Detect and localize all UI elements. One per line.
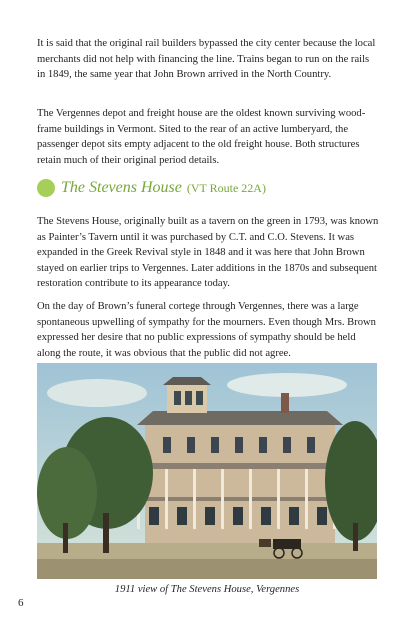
stevens-house-photo [37, 363, 377, 579]
green-bullet-icon [37, 179, 55, 197]
stevens-house-illustration [37, 363, 377, 579]
photo-caption: 1911 view of The Stevens House, Vergennes [114, 584, 300, 595]
section-title: The Stevens House [61, 179, 182, 196]
section-subtitle: (VT Route 22A) [186, 180, 266, 195]
page-number: 6 [18, 597, 24, 609]
section-heading [37, 177, 379, 199]
paragraph-stevens-house: The Stevens House, originally built as a tavern on the green in 1793, was known as Painter’s Tavern until it was purchased by C.T. and C.O. Stevens. It was expanded in the Greek Revival style in 1848 and it was here that John Brown stayed on earlier trips to Vergennes. Later additions in the 1870s and subsequent restoration contribute to its appearance today. [37, 216, 379, 290]
paragraph-rail-history: It is said that the original rail builders bypassed the city center because the local merchants did not help with financing the line. Trains began to run on the rails in 1849, the same year that John Brown arrived in the North Country. [37, 38, 376, 81]
paragraph-depot: The Vergennes depot and freight house are the oldest known surviving wood-frame buildings in Vermont. Sited to the rear of an active lumberyard, the passenger depot sits empty adjacent to the old freight house. Both structures retain much of their original period details. [37, 108, 366, 166]
paragraph-funeral: On the day of Brown’s funeral cortege through Vergennes, there was a large spontaneous upwelling of sympathy for the mourners. Even though Mrs. Brown expressed her desire that no public expressions of sympathy should be held along the route, it was obvious that the public did not agree. [37, 301, 376, 359]
